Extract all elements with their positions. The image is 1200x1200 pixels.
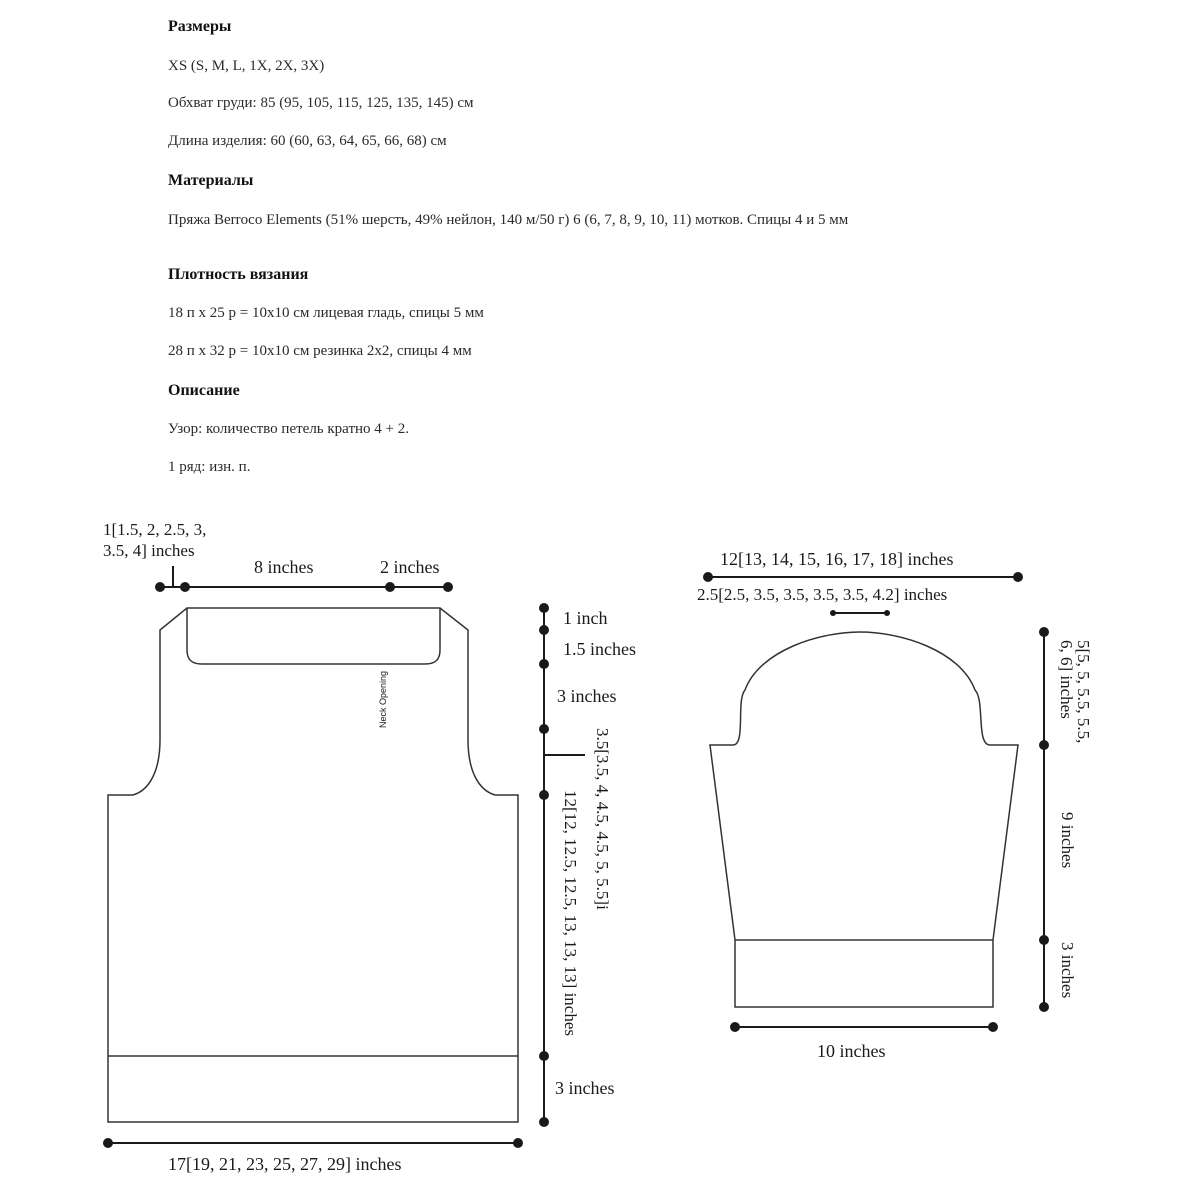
shoulder-dim-label-2: 3.5, 4] inches xyxy=(103,541,195,560)
dot xyxy=(988,1022,998,1032)
description-heading: Описание xyxy=(168,382,240,399)
body-outline xyxy=(108,608,518,1122)
pattern-multiple: Узор: количество петель кратно 4 + 2. xyxy=(168,421,409,437)
sizes-heading: Размеры xyxy=(168,18,232,35)
cuff-width-label: 10 inches xyxy=(817,1041,886,1061)
row-one: 1 ряд: изн. п. xyxy=(168,459,251,475)
dot xyxy=(539,1051,549,1061)
dot xyxy=(703,572,713,582)
rib-height-label: 3 inches xyxy=(555,1078,615,1098)
body-neck-opening xyxy=(187,608,440,664)
dot xyxy=(539,603,549,613)
sleeve-length-label: 9 inches xyxy=(1058,812,1077,869)
dot xyxy=(539,1117,549,1127)
bottom-width-label: 17[19, 21, 23, 25, 27, 29] inches xyxy=(168,1154,402,1174)
neck-width-label: 8 inches xyxy=(254,557,314,577)
dot xyxy=(513,1138,523,1148)
dot xyxy=(443,582,453,592)
dot xyxy=(385,582,395,592)
size-list: XS (S, M, L, 1X, 2X, 3X) xyxy=(168,58,325,74)
body-length-label: 12[12, 12.5, 12.5, 13, 13, 13] inches xyxy=(561,790,580,1037)
dot xyxy=(155,582,165,592)
dot xyxy=(539,625,549,635)
dim-1-inch: 1 inch xyxy=(563,608,608,628)
shoulder-dim-label-1: 1[1.5, 2, 2.5, 3, xyxy=(103,520,207,539)
chest-measurement: Обхват груди: 85 (95, 105, 115, 125, 135, 145) см xyxy=(168,95,474,111)
neck-opening-label: Neck Opening xyxy=(378,670,388,728)
dot xyxy=(730,1022,740,1032)
dot xyxy=(539,659,549,669)
length-measurement: Длина изделия: 60 (60, 63, 64, 65, 66, 68) см xyxy=(168,133,447,149)
dim-3-inches-upper: 3 inches xyxy=(557,686,617,706)
sleeve-outline xyxy=(710,632,1018,1007)
dot xyxy=(1039,935,1049,945)
dot xyxy=(539,724,549,734)
armhole-depth-label: 3.5[3.5, 4, 4.5, 4.5, 5, 5.5]i xyxy=(593,728,612,910)
sleeve-cap-height-label-2: 6, 6] inches xyxy=(1057,640,1076,719)
sleeve-upper-width-label: 12[13, 14, 15, 16, 17, 18] inches xyxy=(720,549,954,569)
gauge-heading: Плотность вязания xyxy=(168,266,309,283)
dot xyxy=(1039,1002,1049,1012)
dot xyxy=(830,610,836,616)
dot xyxy=(1039,740,1049,750)
dim-1-5-inches: 1.5 inches xyxy=(563,639,636,659)
sleeve-cap-top-label: 2.5[2.5, 3.5, 3.5, 3.5, 3.5, 4.2] inches xyxy=(697,585,948,604)
gauge-stockinette: 18 п х 25 р = 10х10 см лицевая гладь, спицы 5 мм xyxy=(168,305,484,321)
dot xyxy=(539,790,549,800)
shoulder-width-label: 2 inches xyxy=(380,557,440,577)
dot xyxy=(1013,572,1023,582)
dot xyxy=(884,610,890,616)
dot xyxy=(103,1138,113,1148)
materials-text: Пряжа Berroco Elements (51% шерсть, 49% нейлон, 140 м/50 г) 6 (6, 7, 8, 9, 10, 11) мотков. Спицы 4 и 5 мм xyxy=(168,212,849,228)
dot xyxy=(1039,627,1049,637)
cuff-height-label: 3 inches xyxy=(1058,942,1077,999)
gauge-rib: 28 п х 32 р = 10х10 см резинка 2х2, спицы 4 мм xyxy=(168,343,472,359)
dot xyxy=(180,582,190,592)
sleeve-cap-height-label-1: 5[5, 5, 5.5, 5.5, xyxy=(1074,640,1093,744)
materials-heading: Материалы xyxy=(168,172,254,189)
